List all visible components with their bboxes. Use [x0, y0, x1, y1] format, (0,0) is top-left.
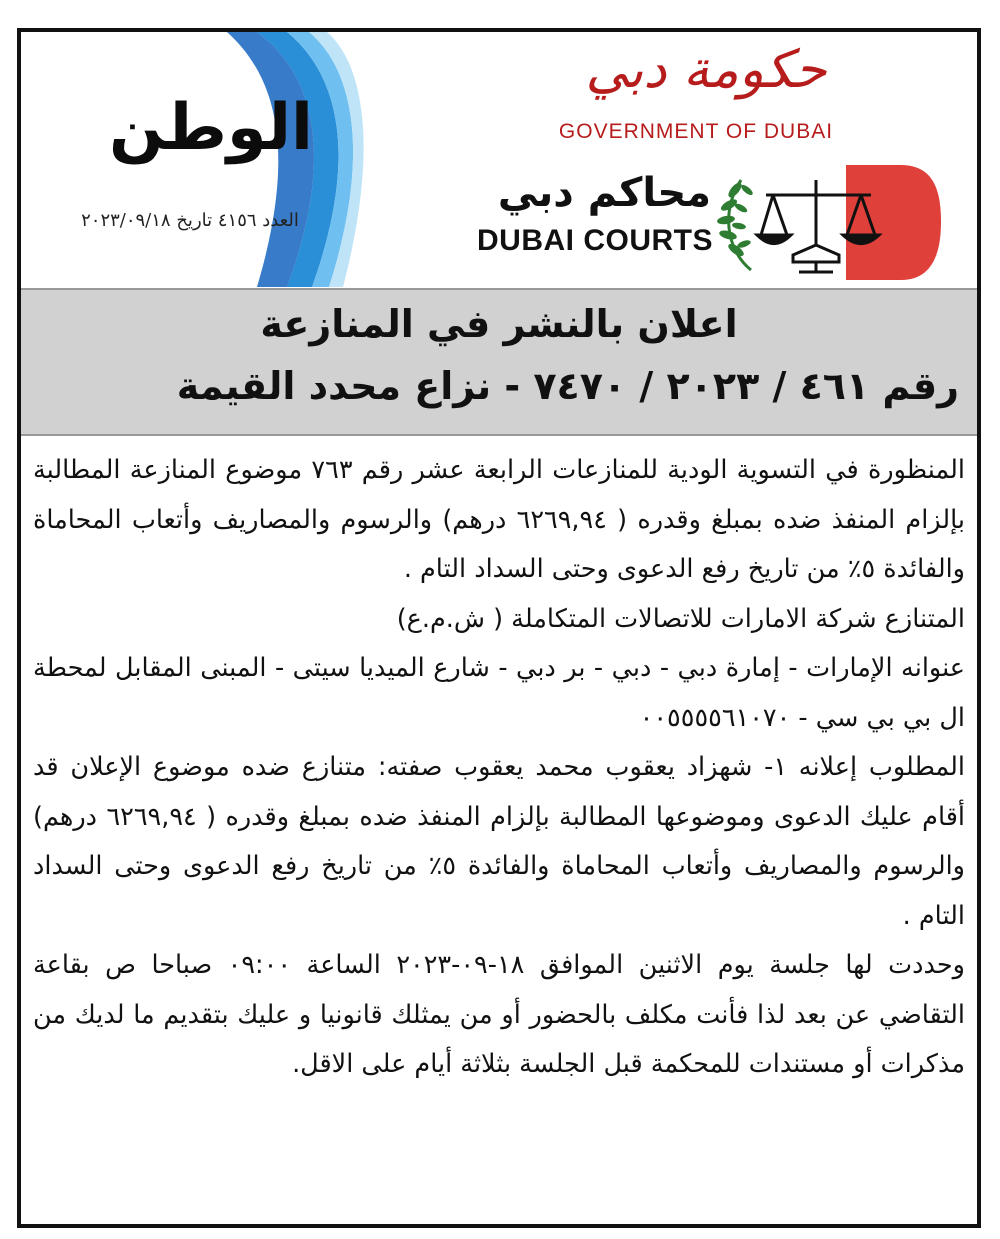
courts-arabic-name: محاكم دبي: [497, 170, 711, 216]
government-arabic-logotype: حكومة دبي: [585, 40, 827, 100]
courts-english-name: DUBAI COURTS: [477, 224, 713, 257]
defendant-paragraph: المطلوب إعلانه ١- شهزاد يعقوب محمد يعقوب صفته: متنازع ضده موضوع الإعلان قد أقام عليك الدعوى وموضوعها المطالبة بإلزام المنفذ ضده بمبلغ وقدره ( ٦٢٦٩,٩٤ درهم) والرسوم والمصاريف وأتعاب المحاماة والفائدة ٥٪ من تاريخ رفع الدعوى وحتى السداد التام .: [33, 752, 965, 931]
announcement-banner: [21, 288, 977, 436]
dispute-subject-paragraph: المنظورة في التسوية الودية للمنازعات الرابعة عشر رقم ٧٦٣ موضوع المنازعة المطالبة بإلزام المنفذ ضده بمبلغ وقدره ( ٦٢٦٩,٩٤ درهم) والرسوم والمصاريف وأتعاب المحاماة والفائدة ٥٪ من تاريخ رفع الدعوى وحتى السداد التام .: [33, 455, 966, 584]
announcement-frame: [17, 28, 981, 1228]
issue-date-line: العدد ٤١٥٦ تاريخ ٢٠٢٣/٠٩/١٨: [81, 210, 299, 231]
hearing-session-paragraph: وحددت لها جلسة يوم الاثنين الموافق ١٨-٠٩-٢٠٢٣ الساعة ٠٩:٠٠ صباحا ص بقاعة التقاضي عن بعد لذا فأنت مكلف بالحضور أو من يمثلك قانونيا و عليك بتقديم ما لديك من مذكرات أو مستندات للمحكمة قبل الجلسة بثلاثة أيام على الاقل.: [33, 950, 966, 1079]
laurel-wreath-icon: [716, 180, 754, 270]
announcement-heading: اعلان بالنشر في المنازعة: [260, 302, 738, 346]
announcement-body: [33, 446, 965, 1090]
government-english-name: GOVERNMENT OF DUBAI: [558, 120, 834, 143]
case-number-heading: رقم ٤٦١ / ٢٠٢٣ / ٧٤٧٠ - نزاع محدد القيمة: [176, 364, 959, 408]
claimant-paragraph: المتنازع شركة الامارات للاتصالات المتكاملة ( ش.م.ع): [396, 603, 965, 634]
claimant-address-paragraph: عنوانه الإمارات - إمارة دبي - دبي - بر دبي - شارع الميديا سيتى - المبنى المقابل لمحطة ال بي بي سي - ٠٠٥٥٥٥٦١٠٧٠: [33, 653, 965, 733]
newspaper-title: الوطن: [109, 91, 313, 165]
justice-scales-emblem: [711, 160, 941, 285]
masthead: [21, 32, 977, 290]
